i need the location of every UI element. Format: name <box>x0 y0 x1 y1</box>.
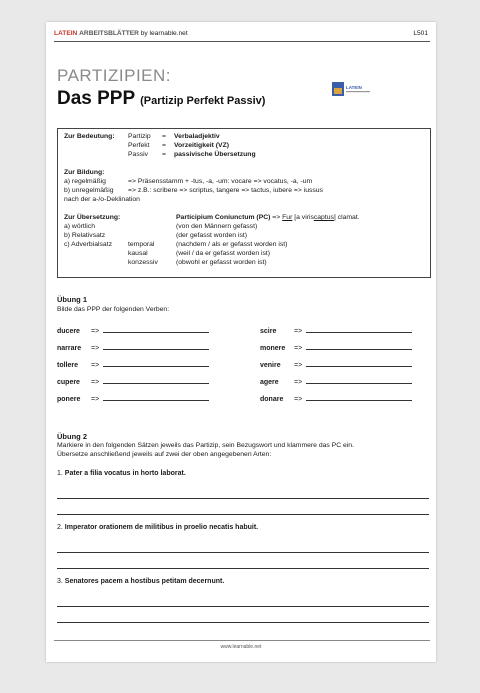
uebung1-instruction: Bilde das PPP der folgenden Verben: <box>57 306 170 313</box>
grammar-box <box>57 128 431 278</box>
bildung-b-left: b) unregelmäßig <box>64 187 114 194</box>
answer-line[interactable] <box>103 377 209 384</box>
answer-line[interactable] <box>103 360 209 367</box>
uebersetzung-row-b: konzessiv <box>128 259 158 266</box>
bedeutung-term: Partizip <box>128 133 151 140</box>
uebersetzung-row-a: a) wörtlich <box>64 223 95 230</box>
verb-exercise-right <box>260 394 412 403</box>
pc-label: Participium Coniunctum (PC) <box>176 214 271 221</box>
verb-arrow: => <box>91 345 100 352</box>
bedeutung-label: Zur Bedeutung: <box>64 133 115 140</box>
page-title-line2 <box>57 88 265 110</box>
bedeutung-eq: = <box>162 142 166 149</box>
verb-arrow: => <box>294 379 303 386</box>
verb-word: ponere <box>57 396 81 403</box>
uebung2-instruction-1: Markiere in den folgenden Sätzen jeweils das Partizip, sein Bezugswort und klammere das PC ein. <box>57 442 354 449</box>
writing-line[interactable] <box>57 606 429 607</box>
verb-word: monere <box>260 345 286 352</box>
verb-exercise-left <box>57 377 209 386</box>
bedeutung-meaning: Vorzeitigkeit (VZ) <box>174 142 230 149</box>
writing-line[interactable] <box>57 498 429 499</box>
uebersetzung-label: Zur Übersetzung: <box>64 214 121 221</box>
verb-arrow: => <box>91 379 100 386</box>
bildung-a-left: a) regelmäßig <box>64 178 106 185</box>
writing-line[interactable] <box>57 568 429 569</box>
sentence-text: Pater a filia vocatus in horto laborat. <box>64 470 186 477</box>
page-title-line1: PARTIZIPIEN: <box>57 66 172 85</box>
bedeutung-term: Passiv <box>128 151 149 158</box>
uebung2-heading: Übung 2 <box>57 432 87 441</box>
verb-arrow: => <box>294 328 303 335</box>
pc-line <box>176 213 360 222</box>
worksheet-page <box>46 22 436 662</box>
bedeutung-meaning: Verbaladjektiv <box>174 133 220 140</box>
verb-word: agere <box>260 379 279 386</box>
bildung-label: Zur Bildung: <box>64 169 105 176</box>
answer-line[interactable] <box>103 394 209 401</box>
writing-line[interactable] <box>57 514 429 515</box>
verb-arrow: => <box>91 362 100 369</box>
footer-url[interactable]: www.learnable.net <box>220 644 262 650</box>
verb-arrow: => <box>294 345 303 352</box>
pc-arrow: => <box>272 214 281 221</box>
sentence-number: 1. <box>57 470 63 477</box>
footer-rule <box>54 640 430 641</box>
bildung-c: nach der a-/o-Deklination <box>64 196 140 203</box>
uebersetzung-row-c: (der gefasst worden ist) <box>176 232 248 239</box>
sentence-1 <box>57 470 186 477</box>
verb-word: cupere <box>57 379 80 386</box>
pc-end: ] clamat. <box>333 214 360 221</box>
verb-word: tollere <box>57 362 79 369</box>
bedeutung-eq: = <box>162 133 166 140</box>
uebersetzung-row-c: (nachdem / als er gefasst worden ist) <box>176 241 288 248</box>
answer-line[interactable] <box>306 326 412 333</box>
answer-line[interactable] <box>103 343 209 350</box>
pc-fur: Fur <box>282 214 293 221</box>
sentence-text: Imperator orationem de militibus in proelio necatis habuit. <box>64 524 259 531</box>
verb-exercise-left <box>57 343 209 352</box>
verb-exercise-right <box>260 343 412 352</box>
answer-line[interactable] <box>103 326 209 333</box>
writing-line[interactable] <box>57 622 429 623</box>
verb-word: ducere <box>57 328 80 335</box>
sentence-text: Senatores pacem a hostibus petitam decernunt. <box>64 578 225 585</box>
sheet-code: L501 <box>413 30 428 37</box>
bildung-a-right: => Präsensstamm + -tus, -a, -um: vocare => vocatus, -a, -um <box>128 178 313 185</box>
verb-exercise-right <box>260 326 412 335</box>
verb-arrow: => <box>91 328 100 335</box>
uebersetzung-row-a: c) Adverbialsatz <box>64 241 112 248</box>
verb-exercise-right <box>260 377 412 386</box>
pc-mid: [a viris <box>294 214 314 221</box>
sentence-3 <box>57 578 224 585</box>
verb-exercise-right <box>260 360 412 369</box>
uebung2-instruction-2: Übersetze anschließend jeweils auf zwei der oben angegebenen Arten: <box>57 451 272 458</box>
answer-line[interactable] <box>306 343 412 350</box>
logo-text: LATEIN <box>346 85 362 90</box>
brand-by: by learnable.net <box>140 30 188 37</box>
verb-word: narrare <box>57 345 82 352</box>
page-header <box>54 29 430 42</box>
uebersetzung-row-a: b) Relativsatz <box>64 232 106 239</box>
uebersetzung-row-b: kausal <box>128 250 148 257</box>
verb-exercise-left <box>57 394 209 403</box>
answer-line[interactable] <box>306 394 412 401</box>
bedeutung-meaning: passivische Übersetzung <box>174 151 256 158</box>
answer-line[interactable] <box>306 360 412 367</box>
page-footer <box>46 644 436 650</box>
bedeutung-eq: = <box>162 151 166 158</box>
sentence-2 <box>57 524 258 531</box>
verb-arrow: => <box>294 396 303 403</box>
verb-exercise-left <box>57 360 209 369</box>
verb-word: scire <box>260 328 277 335</box>
bedeutung-term: Perfekt <box>128 142 150 149</box>
uebersetzung-row-b: temporal <box>128 241 155 248</box>
brand-latein: LATEIN <box>54 30 78 37</box>
verb-exercise-left <box>57 326 209 335</box>
bildung-b-right: => z.B.: scribere => scriptus, tangere => tactus, iubere => iussus <box>128 187 323 194</box>
brand <box>54 30 188 37</box>
sentence-number: 2. <box>57 524 63 531</box>
title-main: Das PPP <box>57 88 135 109</box>
latein-logo <box>332 82 372 96</box>
verb-word: venire <box>260 362 281 369</box>
sentence-number: 3. <box>57 578 63 585</box>
verb-arrow: => <box>91 396 100 403</box>
title-sub: (Partizip Perfekt Passiv) <box>140 95 266 107</box>
brand-arbeitsblaetter: ARBEITSBLÄTTER <box>79 30 139 37</box>
uebung1-heading: Übung 1 <box>57 295 87 304</box>
writing-line[interactable] <box>57 552 429 553</box>
verb-arrow: => <box>294 362 303 369</box>
uebersetzung-row-c: (weil / da er gefasst worden ist) <box>176 250 271 257</box>
uebersetzung-row-c: (obwohl er gefasst worden ist) <box>176 259 267 266</box>
pc-captus: captus <box>313 214 334 221</box>
answer-line[interactable] <box>306 377 412 384</box>
verb-word: donare <box>260 396 284 403</box>
uebersetzung-row-c: (von den Männern gefasst) <box>176 223 258 230</box>
